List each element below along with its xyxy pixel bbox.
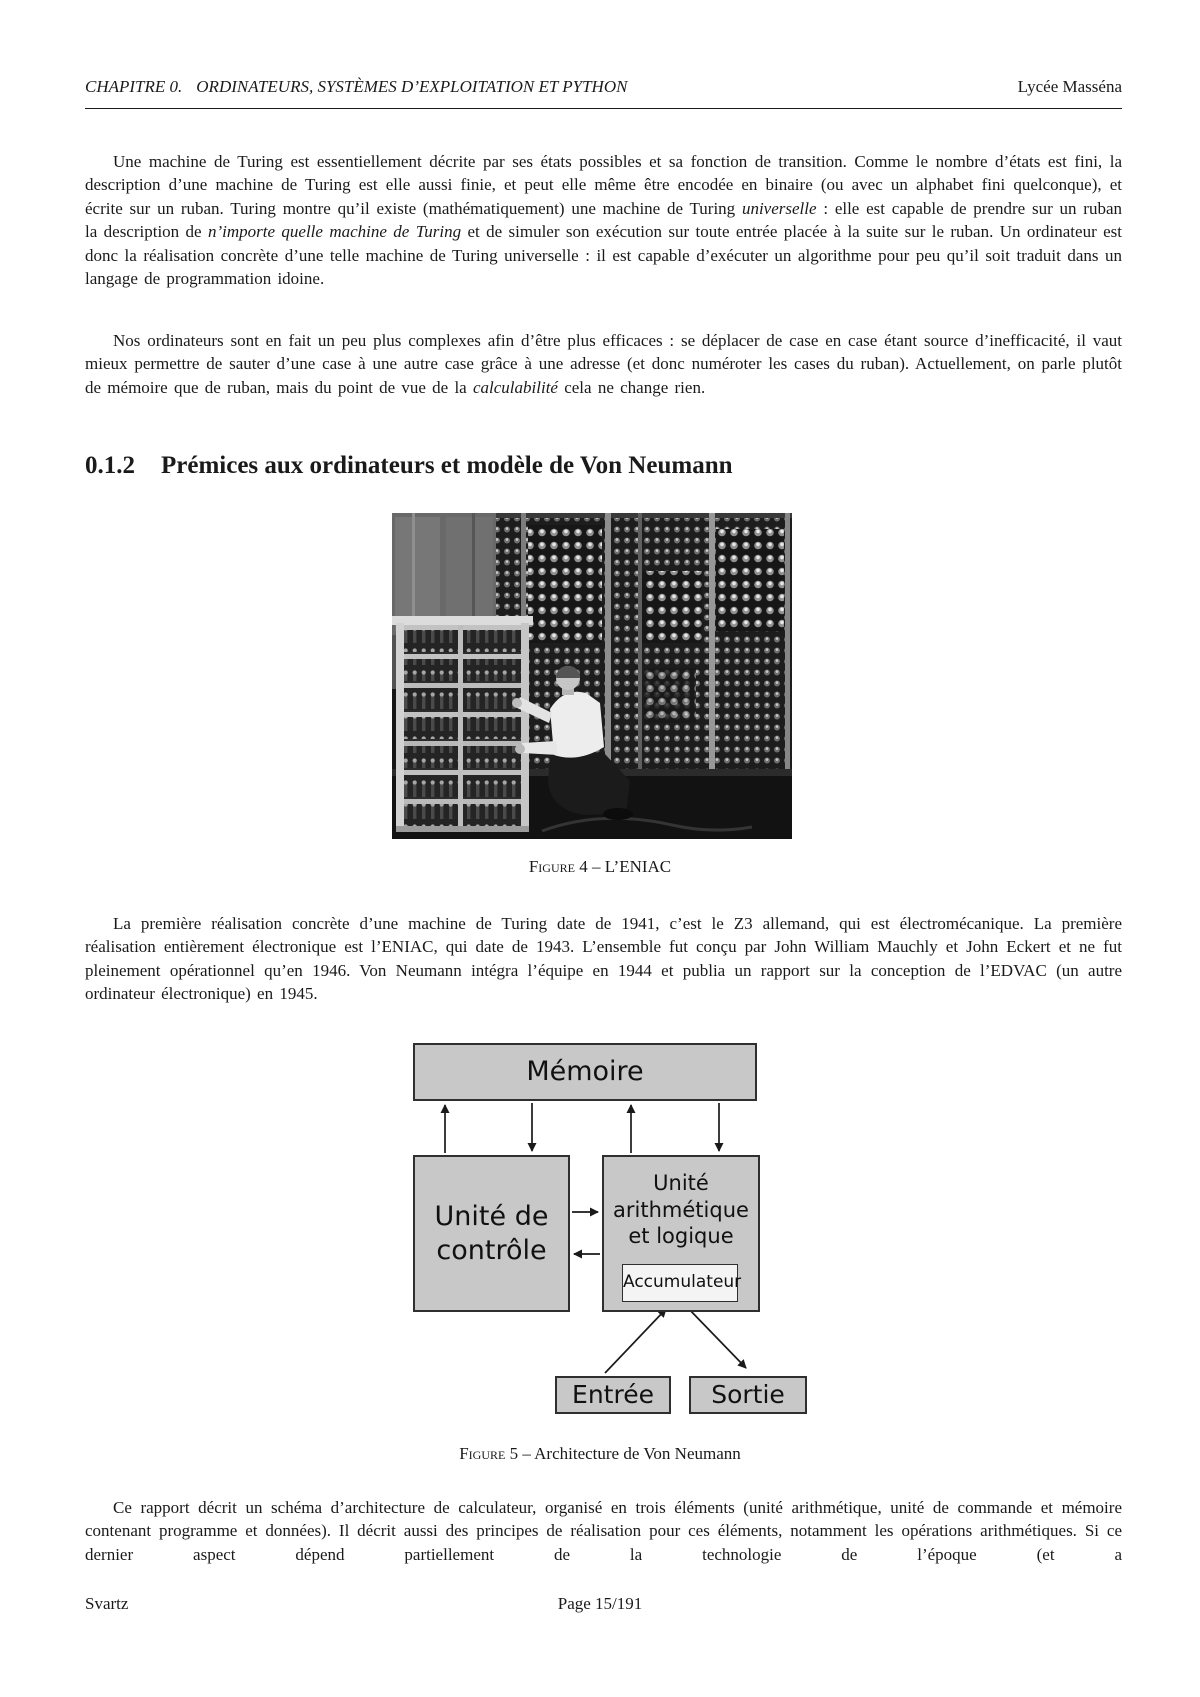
section-number: 0.1.2: [85, 452, 135, 479]
chapter-title: ORDINATEURS, SYSTÈMES D’EXPLOITATION ET PYTHON: [196, 77, 628, 96]
footer-author: Svartz: [85, 1594, 129, 1613]
text-segment-italic: n’importe quelle machine de Turing: [207, 222, 462, 242]
text-segment: : elle est capable de prendre sur un ruban la description de: [85, 198, 1122, 242]
figure4-text: L’ENIAC: [604, 857, 672, 876]
figure5-caption: [0, 1442, 1200, 1466]
arrow-input-to-accumulator: [605, 1309, 666, 1373]
figure5-label: Figure 5: [459, 1444, 519, 1463]
memory-box: Mémoire: [413, 1043, 757, 1101]
von-neumann-diagram: [370, 1035, 830, 1430]
alu-line1: Unité: [653, 1171, 709, 1195]
figure4-separator: –: [591, 857, 601, 876]
figure5-separator: –: [522, 1444, 531, 1463]
paragraph-rapport-edvac: [85, 1496, 1122, 1566]
control-unit-box: [413, 1155, 570, 1312]
paragraph-premieres-realisations: [85, 912, 1122, 1006]
input-box: Entrée: [555, 1376, 671, 1414]
section-title: Prémices aux ordinateurs et modèle de Von Neumann: [161, 452, 733, 479]
control-unit-line1: Unité de: [434, 1200, 549, 1232]
alu-line2: arithmétique: [613, 1197, 749, 1222]
output-box: Sortie: [689, 1376, 807, 1414]
figure5-text: Architecture de Von Neumann: [534, 1444, 741, 1463]
figure4-label: Figure 4: [528, 857, 588, 876]
header-rule: [85, 108, 1122, 109]
footer-page-number: Page 15/191: [557, 1594, 643, 1613]
chapter-number: CHAPITRE 0.: [85, 77, 183, 96]
paragraph-ordinateurs-complexes: [85, 329, 1122, 399]
control-unit-line2: contrôle: [436, 1234, 547, 1266]
text-segment: cela ne change rien.: [557, 377, 706, 397]
text-segment: La première réalisation concrète d’une machine de Turing date de 1941, c’est le Z3 allemand, qui est électromécanique. La première réalisation entièrement électronique est l’ENIAC, qui date de 1943. L’ensemble fut conçu par John William Mauchly et John Eckert et ne fut pleinement opérationnel qu’en 1946. Von Neumann intégra l’équipe en 1944 et publia un rapport sur la conception de l’EDVAC (un autre ordinateur électronique) en 1945.: [85, 914, 1122, 1004]
eniac-photo-graphic: [392, 513, 792, 839]
text-segment-italic: universelle: [741, 198, 817, 218]
paragraph-turing-machine: [85, 150, 1122, 290]
running-header-chapter: [85, 77, 627, 97]
figure4-caption: [0, 855, 1200, 879]
text-segment: Nos ordinateurs sont en fait un peu plus complexes afin d’être plus efficaces : se déplacer de case en case étant source d’inefficacité, il vaut mieux permettre de sauter d’une case à une autre case grâce à une adresse (et donc numéroter les cases du ruban). Actuellement, on parle plutôt de mémoire que de ruban, mais du point de vue de la: [85, 331, 1122, 397]
section-heading: [85, 452, 733, 480]
running-header-institution: Lycée Masséna: [1017, 77, 1122, 96]
text-segment: Une machine de Turing est essentiellement décrite par ses états possibles et sa fonction de transition. Comme le nombre d’états est fini, la description d’une machine de Turing est elle aussi finie, et peut elle même être encodée en binaire (ou avec un alphabet fini quelconque), et écrite sur un ruban. Turing montre qu’il existe (mathématiquement) une machine de Turing: [85, 152, 1122, 218]
accumulator-box: Accumulateur: [622, 1264, 738, 1302]
text-segment-italic: calculabilité: [472, 377, 558, 397]
alu-line3: et logique: [628, 1224, 734, 1248]
text-segment: et de simuler son exécution sur toute entrée placée à la suite sur le ruban. Un ordinateur est donc la réalisation concrète d’une telle machine de Turing universelle : il est capable d’exécuter un algorithme pour peu qu’il soit traduit dans un langage de programmation idoine.: [85, 222, 1122, 289]
arrow-accumulator-to-output: [686, 1306, 746, 1368]
text-segment: Ce rapport décrit un schéma d’architecture de calculateur, organisé en trois éléments (unité arithmétique, unité de commande et mémoire contenant programme et données). Il décrit aussi des principes de réalisation pour ces éléments, notamment les opérations arithmétiques. Si ce dernier aspect dépend partiellement de la technologie de l’époque (et a: [85, 1498, 1122, 1564]
figure4-eniac-photo: [392, 513, 792, 839]
